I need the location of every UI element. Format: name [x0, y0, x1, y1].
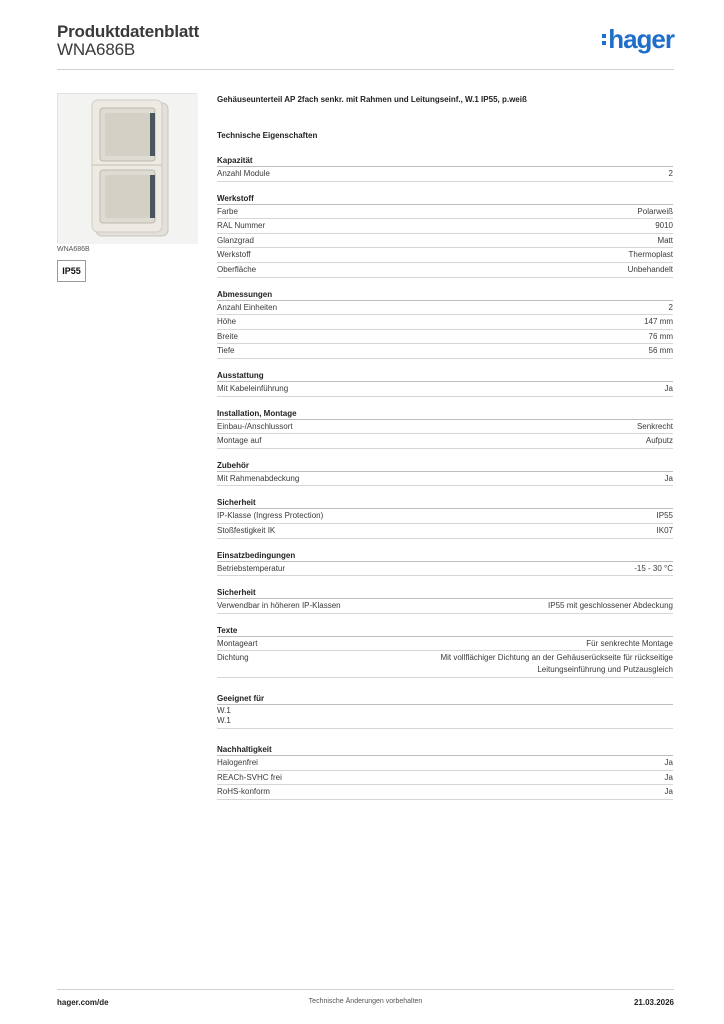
spec-label: Montage auf — [217, 436, 262, 446]
logo-text: hager — [608, 24, 674, 54]
spec-value: Thermoplast — [628, 250, 673, 260]
spec-label: Glanzgrad — [217, 235, 254, 245]
spec-value: Ja — [664, 772, 673, 782]
spec-label: Anzahl Module — [217, 169, 270, 178]
spec-row — [217, 263, 673, 278]
spec-row — [217, 420, 673, 435]
spec-label: Betriebstemperatur — [217, 563, 286, 573]
spec-row — [217, 771, 673, 786]
spec-section — [217, 407, 673, 449]
spec-row — [217, 382, 673, 397]
spec-row — [217, 524, 673, 539]
section-title: Sicherheit — [217, 586, 673, 599]
spec-section — [217, 192, 673, 278]
spec-label: Farbe — [217, 206, 238, 216]
spec-label: Montageart — [217, 638, 258, 648]
spec-value: IK07 — [656, 525, 673, 535]
spec-value: Für senkrechte Montage — [586, 638, 673, 648]
spec-sections — [217, 154, 673, 678]
section-title: Sicherheit — [217, 496, 673, 509]
spec-label: Höhe — [217, 317, 237, 327]
spec-label: REACh-SVHC frei — [217, 772, 282, 782]
spec-value: -15 - 30 °C — [634, 563, 673, 573]
website-link[interactable]: hager.com/de — [57, 998, 109, 1007]
spec-value: IP55 mit geschlossener Abdeckung — [548, 601, 673, 611]
spec-row — [217, 248, 673, 263]
spec-section — [217, 496, 673, 538]
spec-row — [217, 167, 673, 182]
spec-row — [217, 599, 673, 614]
spec-label: Mit Rahmenabdeckung — [217, 473, 300, 483]
section-title: Ausstattung — [217, 369, 673, 382]
spec-section — [217, 586, 673, 614]
spec-row — [217, 651, 673, 678]
spec-row — [217, 219, 673, 234]
document-title: Produktdatenblatt — [57, 22, 200, 41]
spec-label: RAL Nummer — [217, 221, 266, 231]
junction-box-icon — [58, 94, 198, 244]
logo-dots-icon — [602, 34, 606, 45]
section-title: Geeignet für — [217, 692, 673, 705]
spec-section — [217, 288, 673, 359]
spec-value: Ja — [664, 758, 673, 768]
spec-row — [217, 562, 673, 577]
spec-row — [217, 315, 673, 330]
spec-value: 9010 — [655, 221, 673, 231]
spec-row — [217, 344, 673, 359]
hager-logo — [602, 26, 674, 52]
spec-value: Unbehandelt — [627, 264, 673, 274]
spec-label: Verwendbar in höheren IP-Klassen — [217, 601, 341, 611]
spec-section — [217, 154, 673, 182]
technical-properties-heading: Technische Eigenschaften — [217, 131, 318, 140]
suitable-section — [217, 692, 673, 729]
section-title: Nachhaltigkeit — [217, 743, 673, 756]
spec-value: 147 mm — [644, 317, 673, 327]
spec-row — [217, 785, 673, 800]
spec-label: Oberfläche — [217, 264, 257, 274]
spec-label: IP-Klasse (Ingress Protection) — [217, 511, 324, 521]
document-date: 21.03.2026 — [633, 998, 674, 1007]
section-title: Einsatzbedingungen — [217, 549, 673, 562]
spec-row — [217, 756, 673, 771]
spec-row — [217, 330, 673, 345]
spec-value: 56 mm — [648, 346, 673, 356]
spec-section — [217, 369, 673, 397]
spec-section — [217, 459, 673, 487]
product-code: WNA686B — [57, 40, 135, 59]
section-title: Texte — [217, 624, 673, 637]
spec-section — [217, 624, 673, 679]
spec-value: Senkrecht — [636, 421, 673, 431]
sustainability-section — [217, 743, 673, 800]
spec-row — [217, 234, 673, 249]
spec-label: Mit Kabeleinführung — [217, 383, 289, 393]
spec-row — [217, 637, 673, 652]
spec-row — [217, 205, 673, 220]
spec-label: Halogenfrei — [217, 758, 258, 768]
product-image-column — [57, 93, 197, 282]
spec-value: Ja — [664, 787, 673, 797]
specification-column — [217, 93, 673, 800]
spec-label: Breite — [217, 331, 238, 341]
spec-row — [217, 509, 673, 524]
section-title: Abmessungen — [217, 288, 673, 301]
section-title: Zubehör — [217, 459, 673, 472]
section-title: Installation, Montage — [217, 407, 673, 420]
spec-value: Ja — [664, 383, 673, 393]
spec-label: Werkstoff — [217, 250, 251, 260]
image-caption: WNA686B — [57, 246, 90, 253]
footer-notice: Technische Änderungen vorbehalten — [308, 998, 423, 1005]
spec-label: Tiefe — [217, 346, 235, 356]
product-image — [57, 93, 197, 243]
spec-value: Polarweiß — [637, 206, 673, 216]
spec-value: 76 mm — [648, 331, 673, 341]
section-title: Kapazität — [217, 154, 673, 167]
spec-value: Mit vollflächiger Dichtung an der Gehäuserückseite für rückseitige Leitungseinführung und Putzausgleich — [440, 653, 673, 675]
spec-label: Stoßfestigkeit IK — [217, 525, 276, 535]
page-footer — [57, 989, 674, 1011]
spec-label: Dichtung — [217, 653, 249, 663]
spec-section — [217, 549, 673, 577]
section-title: Werkstoff — [217, 192, 673, 205]
spec-value: 2 — [668, 169, 673, 178]
suitable-list — [217, 705, 673, 729]
spec-value: Ja — [664, 473, 673, 483]
spec-value: Aufputz — [645, 436, 673, 446]
spec-row — [217, 434, 673, 449]
spec-label: Anzahl Einheiten — [217, 302, 278, 312]
spec-value: Matt — [657, 235, 673, 245]
spec-value: IP55 — [656, 511, 673, 521]
list-item: W.1 — [217, 706, 231, 716]
product-description: Gehäuseunterteil AP 2fach senkr. mit Rahmen und Leitungseinf., W.1 IP55, p.weiß — [217, 95, 527, 104]
spec-value: 2 — [668, 302, 673, 312]
spec-row — [217, 472, 673, 487]
list-item: W.1 — [217, 716, 231, 726]
page-header — [57, 20, 674, 70]
spec-label: Einbau-/Anschlussort — [217, 421, 293, 431]
spec-label: RoHS-konform — [217, 787, 270, 797]
ip-rating-badge: IP55 — [57, 260, 86, 282]
spec-row — [217, 301, 673, 316]
